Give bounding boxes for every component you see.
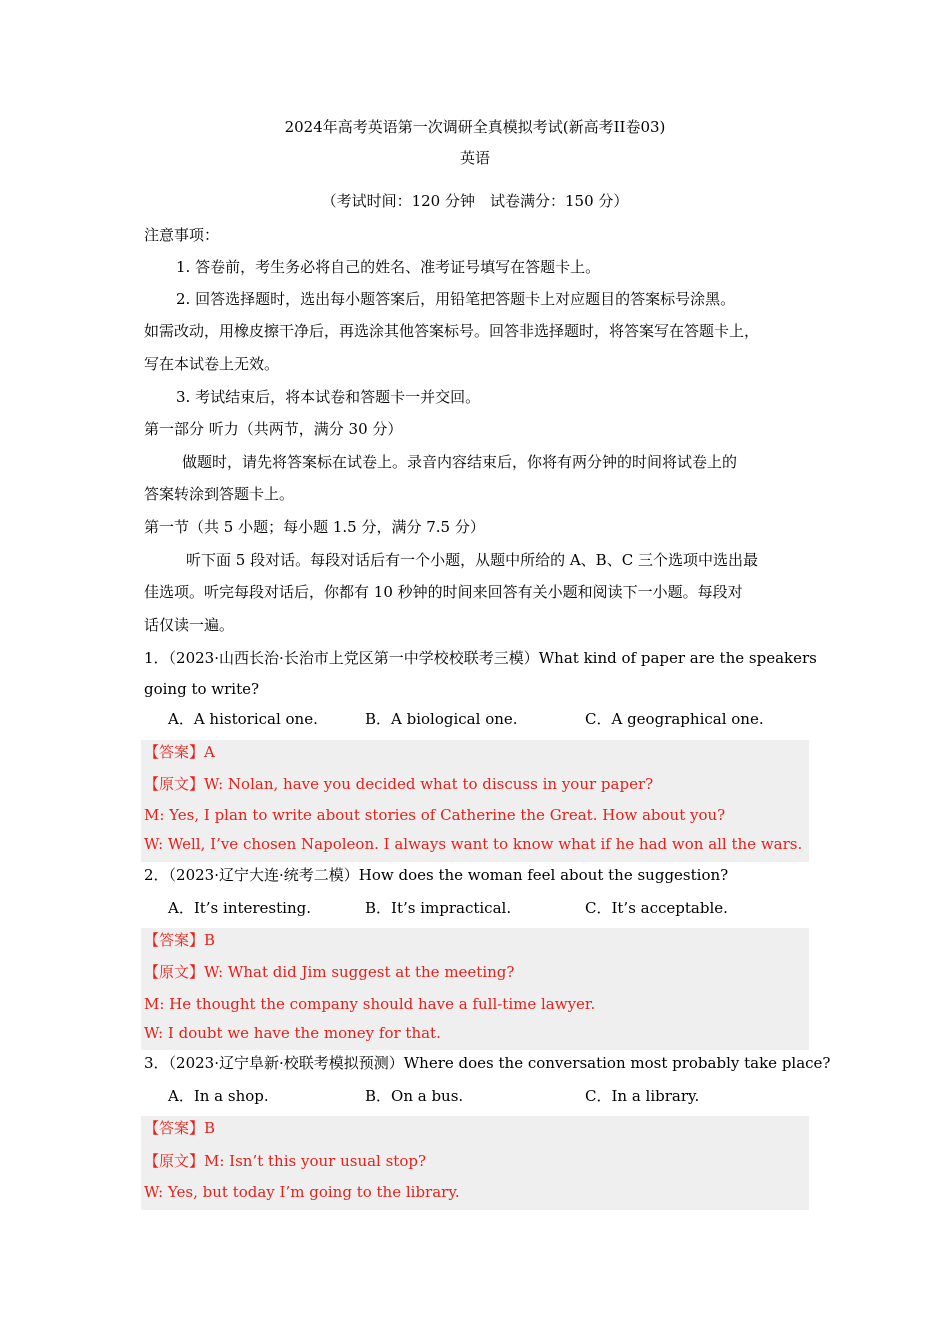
question-2-stem: 2．（2023·辽宁大连·统考二模）How does the woman feel about the suggestion? xyxy=(144,866,729,884)
question-3-transcript-line-2: W: Yes, but today I’m going to the library. xyxy=(144,1183,460,1201)
question-3-stem: 3．（2023·辽宁阜新·校联考模拟预测）Where does the conversation most probably take place? xyxy=(144,1054,831,1072)
question-2-transcript-line-1: 【原文】W: What did Jim suggest at the meeting? xyxy=(144,963,515,981)
question-2-answer: 【答案】B xyxy=(144,931,216,949)
part1-intro-line-2: 答案转涂到答题卡上。 xyxy=(144,485,295,503)
question-1-stem-line-2: going to write? xyxy=(144,680,260,698)
question-1-option-a: A．A historical one. xyxy=(168,710,318,728)
exam-title: 2024年高考英语第一次调研全真模拟考试(新高考II卷03) xyxy=(284,118,666,136)
notice-item-3: 3. 考试结束后，将本试卷和答题卡一并交回。 xyxy=(176,388,481,406)
question-3-transcript-line-1: 【原文】M: Isn’t this your usual stop? xyxy=(144,1152,427,1170)
question-3-option-a: A．In a shop. xyxy=(168,1087,269,1105)
part1-heading: 第一部分 听力（共两节，满分 30 分） xyxy=(144,420,403,438)
notice-heading: 注意事项： xyxy=(144,226,220,244)
section1-heading: 第一节（共 5 小题；每小题 1.5 分，满分 7.5 分） xyxy=(144,518,485,536)
question-2-option-b: B．It’s impractical. xyxy=(365,899,512,917)
notice-item-2-line-1: 2. 回答选择题时，选出每小题答案后，用铅笔把答题卡上对应题目的答案标号涂黑。 xyxy=(176,290,736,308)
question-1-transcript-line-2: M: Yes, I plan to write about stories of Catherine the Great. How about you? xyxy=(144,806,726,824)
part1-intro-line-1: 做题时，请先将答案标在试卷上。录音内容结束后，你将有两分钟的时间将试卷上的 xyxy=(182,453,738,471)
notice-item-2-line-3: 写在本试卷上无效。 xyxy=(144,355,280,373)
section1-intro-line-1: 听下面 5 段对话。每段对话后有一个小题，从题中所给的 A、B、C 三个选项中选出最 xyxy=(186,551,758,569)
question-1-transcript-line-1: 【原文】W: Nolan, have you decided what to discuss in your paper? xyxy=(144,775,654,793)
exam-subject: 英语 xyxy=(459,149,490,167)
exam-info: （考试时间：120 分钟 试卷满分：150 分） xyxy=(321,192,629,210)
question-2-transcript-line-2: M: He thought the company should have a full-time lawyer. xyxy=(144,995,596,1013)
notice-item-1: 1. 答卷前，考生务必将自己的姓名、准考证号填写在答题卡上。 xyxy=(176,258,601,276)
question-2-option-c: C．It’s acceptable. xyxy=(585,899,728,917)
section1-intro-line-3: 话仅读一遍。 xyxy=(144,616,235,634)
question-2-option-a: A．It’s interesting. xyxy=(168,899,311,917)
question-1-option-b: B．A biological one. xyxy=(365,710,518,728)
question-3-option-b: B．On a bus. xyxy=(365,1087,464,1105)
question-1-stem-line-1: 1．（2023·山西长治·长治市上党区第一中学校校联考三模）What kind of paper are the speakers xyxy=(144,649,817,667)
question-1-option-c: C．A geographical one. xyxy=(585,710,764,728)
question-1-transcript-line-3: W: Well, I’ve chosen Napoleon. I always want to know what if he had won all the wars. xyxy=(144,835,803,853)
question-3-option-c: C．In a library. xyxy=(585,1087,700,1105)
section1-intro-line-2: 佳选项。听完每段对话后，你都有 10 秒钟的时间来回答有关小题和阅读下一小题。每段对 xyxy=(144,583,743,601)
question-3-answer: 【答案】B xyxy=(144,1119,216,1137)
question-2-transcript-line-3: W: I doubt we have the money for that. xyxy=(144,1024,441,1042)
question-1-answer: 【答案】A xyxy=(144,743,215,761)
notice-item-2-line-2: 如需改动，用橡皮擦干净后，再选涂其他答案标号。回答非选择题时，将答案写在答题卡上， xyxy=(144,322,760,340)
